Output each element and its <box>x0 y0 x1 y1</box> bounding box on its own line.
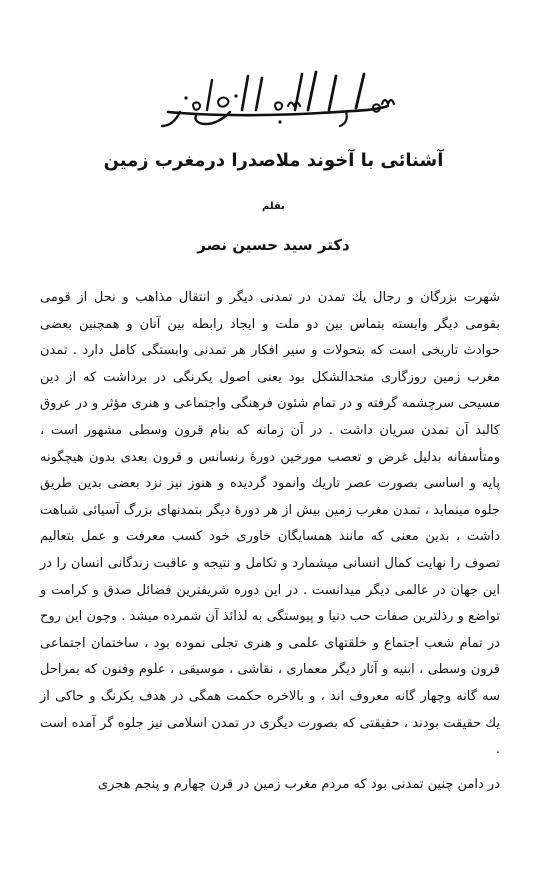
article-title: آشنائی با آخوند ملاصدرا درمغرب زمین <box>103 150 444 171</box>
author-name: دکتر سید حسین نصر <box>197 236 350 254</box>
basmala-calligraphy <box>150 66 400 132</box>
body-paragraph-2: در دامن چنین تمدنی بود که مردم مغرب زمین در قرن چهارم و پنجم هجری <box>97 776 500 792</box>
body-paragraph-1: شهرت بزرگان و رجال یك تمدن در تمدنی دیگر و انتقال مذاهب و نحل از قومی بقومی دیگر وابسته بتماس بین دو ملت و ایجاد رابطه بین آنان و همچنین بعضی حوادث تاریخی است که بتحولات و سیر افکار هر تمدنی وابستگی کامل دارد . تمدن مغرب زمین روزگاری متحدالشکل بود یعنی اصول یکرنگی در برداشت که از دین مسیحی سرچشمه گرفته و در تمام شئون فرهنگی واجتماعی و هنری مؤثر و در عروق کالبد آن تمدن سریان داشت . در آن زمانه که بنام قرون وسطی مشهور است ، ومتأسفانه بدلیل غرض و تعصب مورخین دورهٔ رنسانس و قرون بعدی بدون هیچگونه پایه و اساسی بصورت عصر تاریك وانمود گردیده و هنوز نیز نزد بعضی بدین طریق جلوه مینماید ، تمدن مغرب زمین بیش از هر دورهٔ دیگر بتمدنهای بزرگ آسیائی شباهت داشت ، بدین معنی که مانند همسایگان خاوری خود کسب معرفت و عمل بتعالیم تصوف را نهایت کمال انسانی میشمارد و تکامل و نتیجه و عاقبت زندگانی انسان را در این جهان در عالمی دیگر میدانست . در این دوره شریفترین فضائل صدق و کرامت و تواضع و رذلترین صفات حب دنیا و پیوستگی به لذائذ آن شمرده میشد . وچون این روح در تمام شعب اجتماع و خلقتهای علمی و هنری تجلی نموده بود ، ساختمان اجتماعی قرون وسطی ، ابنیه و آثار دیگر معماری ، نقاشی ، موسیقی ، علوم وفنون که بمراحل سه گانه وچهار گانه معروف اند ، و بالاخره حکمت همگی در هدف یکرنگ و حاکی از یك حقیقت بودند ، حقیقتی که بصورت دیگری در تمدن اسلامی نیز جلوه گر آمده است . <box>40 290 500 758</box>
basmala-calligraphy-graphic <box>150 66 400 132</box>
byline-label: بقلم <box>262 201 285 212</box>
article-body <box>40 285 500 798</box>
